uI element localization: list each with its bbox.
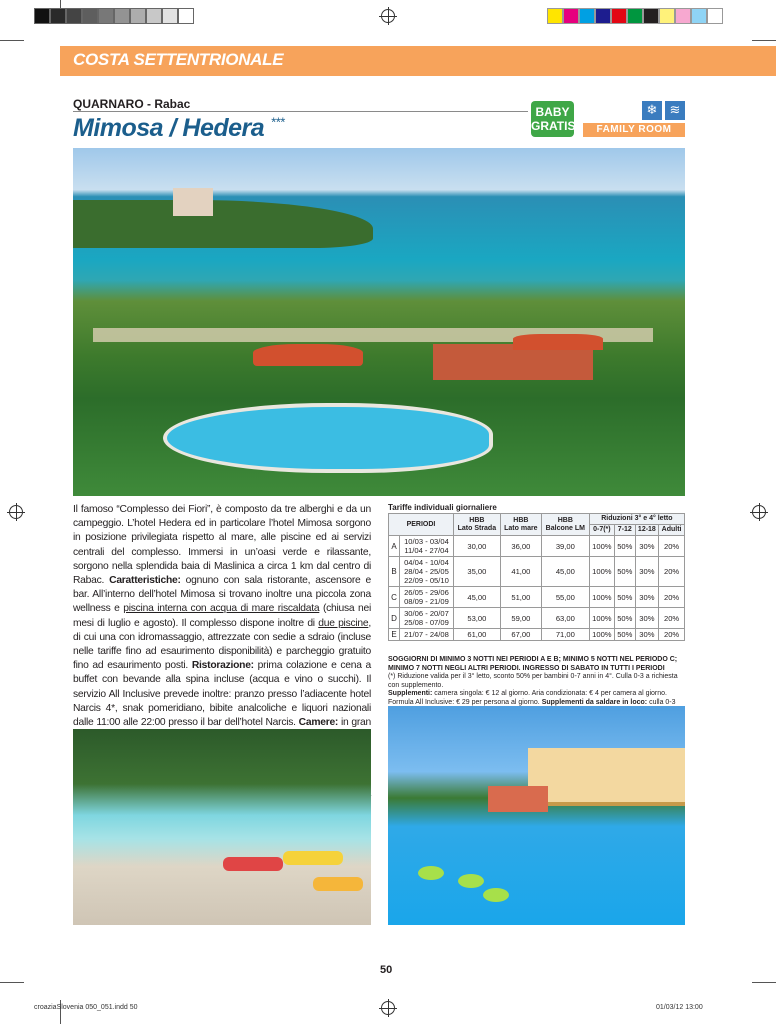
price-cell: 59,00 [500, 608, 541, 629]
gratis-label: GRATIS [531, 119, 576, 133]
price-cell: 41,00 [500, 557, 541, 587]
price-cell: 50% [615, 629, 636, 641]
price-cell: 30% [635, 587, 659, 608]
price-cell: 50% [615, 608, 636, 629]
color-swatch [691, 8, 707, 24]
price-table [388, 513, 685, 641]
pool-photo [388, 706, 685, 925]
age-7-12-header: 7-12 [615, 525, 636, 536]
grey-swatch [146, 8, 162, 24]
rooms-text: in gran [340, 717, 371, 729]
color-swatch [675, 8, 691, 24]
hotel-building [488, 786, 548, 812]
headland [73, 200, 373, 248]
indoor-pool-text: piscina interna con acqua di mare riscaldata [123, 603, 320, 615]
price-cell: 50% [615, 557, 636, 587]
dining-text: prima colazione e cena a buffet con bevande alla spina incluse (acqua e vino o succhi). Il servizio All Inclusive prevede inoltre: pranzo presso l’adiacente hotel Narcis 4*, snak pomeridiano, bibite analcoliche e liquori nazionali dalle 11:00 alle 22:00 presso il bar dell’hotel Narcis. [73, 660, 371, 729]
price-cell: 50% [615, 587, 636, 608]
registration-mark-icon [381, 9, 395, 23]
grey-swatch [82, 8, 98, 24]
adults-header: Adulti [659, 525, 685, 536]
reductions-header: Riduzioni 3° e 4° letto [589, 514, 684, 525]
file-slug: croaziaSlovenia 050_051.indd 50 [34, 1004, 138, 1011]
hilltop-buildings [173, 188, 213, 216]
price-cell: 100% [589, 629, 614, 641]
grey-swatch [114, 8, 130, 24]
price-cell: 30% [635, 536, 659, 557]
hotel-title [73, 114, 284, 143]
title-divider [73, 111, 528, 112]
registration-mark-icon [752, 505, 766, 519]
features-text: ognuno con sala ristorante, ascensore e bar. All’interno dell’hotel Mimosa si trovano inoltre una piccola zona wellness e [73, 575, 371, 615]
registration-mark-icon [381, 1001, 395, 1015]
registration-mark-icon [9, 505, 23, 519]
period-letter: C [389, 587, 400, 608]
baby-label: BABY [535, 105, 570, 119]
page-number: 50 [380, 964, 393, 976]
color-swatch [595, 8, 611, 24]
price-cell: 100% [589, 587, 614, 608]
period-letter: A [389, 536, 400, 557]
hotel-building [528, 748, 685, 806]
swimming-pool [163, 403, 493, 473]
features-text: (chiusa nei mesi di luglio e agosto). Il complesso dispone inoltre di [73, 603, 372, 629]
pool-icon: ≋ [665, 101, 685, 120]
color-swatch [611, 8, 627, 24]
snowflake-icon: ❄ [642, 101, 662, 120]
period-dates: 30/06 - 20/07 25/08 - 07/09 [400, 608, 454, 629]
red-roof [253, 344, 363, 366]
grey-calibration-bar [34, 8, 194, 24]
price-cell: 30% [635, 629, 659, 641]
pedal-boat [283, 851, 343, 865]
table-row [389, 608, 685, 629]
grey-swatch [162, 8, 178, 24]
pool-float [483, 888, 509, 902]
price-cell: 63,00 [541, 608, 589, 629]
grey-swatch [178, 8, 194, 24]
beach-photo [73, 729, 371, 925]
crop-mark [0, 40, 24, 41]
color-calibration-bar [547, 8, 723, 24]
price-cell: 20% [659, 608, 685, 629]
period-letter: E [389, 629, 400, 641]
color-swatch [707, 8, 723, 24]
period-dates: 10/03 - 03/04 11/04 - 27/04 [400, 536, 454, 557]
age-0-7-header: 0-7(*) [589, 525, 614, 536]
age-12-18-header: 12-18 [635, 525, 659, 536]
price-cell: 20% [659, 587, 685, 608]
crop-mark [752, 982, 776, 983]
price-cell: 61,00 [453, 629, 500, 641]
supplements-note: Supplementi: camera singola: € 12 al giorno. Aria condizionata: € 4 per camera al giorno. Formula All Inclusive: € 29 per persona al giorno. Supplementi da saldare in loco: culla 0-3 [388, 690, 676, 706]
color-swatch [659, 8, 675, 24]
dining-label: Ristorazione: [191, 660, 254, 672]
family-room-badge: FAMILY ROOM [583, 123, 685, 137]
period-dates: 04/04 - 10/04 28/04 - 25/05 22/09 - 05/10 [400, 557, 454, 587]
table-row [389, 536, 685, 557]
period-letter: B [389, 557, 400, 587]
price-cell: 30% [635, 557, 659, 587]
reduction-note: (*) Riduzione valida per il 3° letto, sconto 50% per bambini 0-7 anni in 4°. Culla 0-3 a richiesta con supplemento. [388, 673, 678, 689]
pedal-boat [313, 877, 363, 891]
region-title: COSTA SETTENTRIONALE [73, 50, 284, 69]
price-cell: 35,00 [453, 557, 500, 587]
grey-swatch [98, 8, 114, 24]
resort-aerial-photo [73, 148, 685, 496]
pool-float [418, 866, 444, 880]
table-row [389, 557, 685, 587]
price-cell: 51,00 [500, 587, 541, 608]
table-title: Tariffe individuali giornaliere [388, 503, 497, 512]
price-cell: 39,00 [541, 536, 589, 557]
pool-float [458, 874, 484, 888]
price-cell: 45,00 [541, 557, 589, 587]
grey-swatch [50, 8, 66, 24]
price-cell: 20% [659, 557, 685, 587]
grey-swatch [34, 8, 50, 24]
price-cell: 67,00 [500, 629, 541, 641]
price-cell: 30% [635, 608, 659, 629]
crop-mark [752, 40, 776, 41]
rooms-label: Camere: [298, 717, 339, 729]
min-stay-note: SOGGIORNI DI MINIMO 3 NOTTI NEI PERIODI A E B; MINIMO 5 NOTTI NEL PERIODO C; MINIMO 7 NOTTI NEGLI ALTRI PERIODI. INGRESSO DI SABATO IN TUTTI I PERIODI [388, 656, 678, 672]
period-dates: 21/07 - 24/08 [400, 629, 454, 641]
price-cell: 36,00 [500, 536, 541, 557]
price-cell: 20% [659, 629, 685, 641]
color-swatch [643, 8, 659, 24]
baby-gratis-badge [531, 101, 574, 137]
price-cell: 50% [615, 536, 636, 557]
table-row [389, 587, 685, 608]
intro-text: Il famoso “Complesso dei Fiori”, è composto da tre alberghi e da un campeggio. L’hotel Hedera ed in particolare l’hotel Mimosa sorgono in posizione privilegiata rispetto al mare, alle piscine ed ai servizi centrali del complesso. Immersi in un’oasi verde e rilassante, sorgono nella splendida baia di Maslinica a circa 1 km dal centro di Rabac. [73, 504, 371, 587]
price-cell: 55,00 [541, 587, 589, 608]
color-swatch [547, 8, 563, 24]
features-text: , di cui una con idromassaggio, attrezzate con sedie a sdraio (incluse nelle tariffe fino ad esaurimento disponibilità) e parcheggio gratuito fino ad esaurimento posti. [73, 617, 371, 672]
hbb-street-header: HBB Lato Strada [453, 514, 500, 536]
two-pools-text: due piscine [318, 617, 369, 629]
crop-mark [0, 982, 24, 983]
price-cell: 71,00 [541, 629, 589, 641]
price-cell: 20% [659, 536, 685, 557]
hbb-balcony-header: HBB Balcone LM [541, 514, 589, 536]
location-label: QUARNARO - Rabac [73, 97, 191, 111]
periods-header: PERIODI [389, 514, 454, 536]
pedal-boat [223, 857, 283, 871]
color-swatch [563, 8, 579, 24]
price-cell: 100% [589, 608, 614, 629]
star-rating: *** [270, 114, 285, 130]
price-cell: 45,00 [453, 587, 500, 608]
features-label: Caratteristiche: [109, 575, 181, 587]
date-slug: 01/03/12 13:00 [656, 1004, 703, 1011]
red-roof [513, 334, 603, 350]
table-row [389, 629, 685, 641]
hbb-seaside-header: HBB Lato mare [500, 514, 541, 536]
grey-swatch [66, 8, 82, 24]
price-cell: 53,00 [453, 608, 500, 629]
period-dates: 26/05 - 29/06 08/09 - 21/09 [400, 587, 454, 608]
color-swatch [627, 8, 643, 24]
price-cell: 100% [589, 557, 614, 587]
color-swatch [579, 8, 595, 24]
hotel-name: Mimosa / Hedera [73, 114, 265, 142]
grey-swatch [130, 8, 146, 24]
price-cell: 100% [589, 536, 614, 557]
price-cell: 30,00 [453, 536, 500, 557]
period-letter: D [389, 608, 400, 629]
